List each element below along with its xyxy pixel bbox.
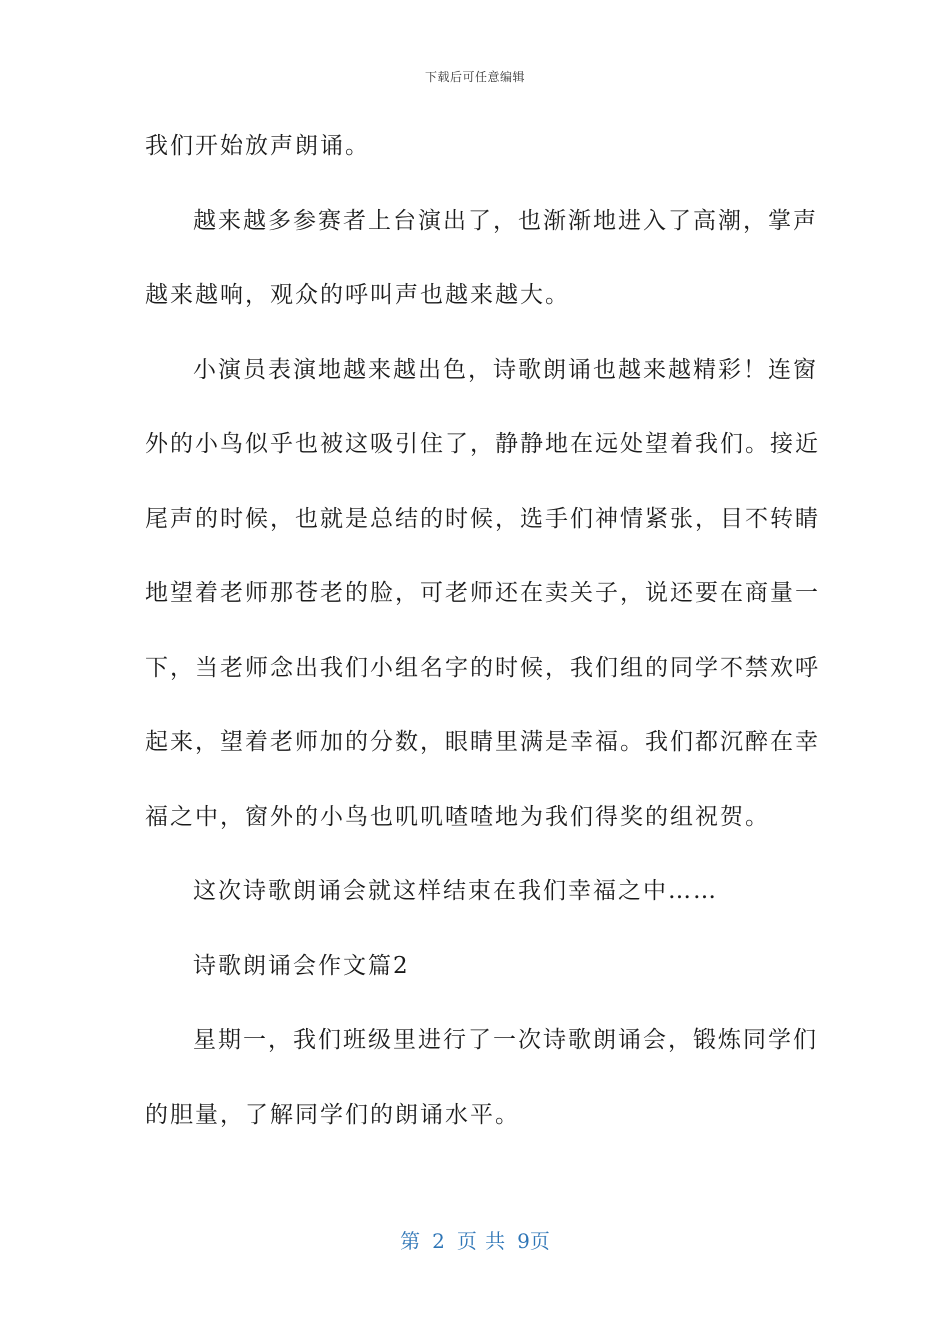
document-body <box>145 126 820 1169</box>
page-header: 下载后可任意编辑 <box>424 70 525 84</box>
paragraph-line: 越来越多参赛者上台演出了，也渐渐地进入了高潮，掌声 <box>193 207 818 234</box>
paragraph-line: 下，当老师念出我们小组名字的时候，我们组的同学不禁欢呼 <box>145 654 820 681</box>
paragraph-line: 起来，望着老师加的分数，眼睛里满是幸福。我们都沉醉在幸 <box>145 729 820 755</box>
footer-total-pages: 9页 <box>517 1229 550 1253</box>
footer-middle: 页 共 <box>456 1229 506 1253</box>
paragraph-line: 福之中，窗外的小鸟也叽叽喳喳地为我们得奖的组祝贺。 <box>145 803 770 830</box>
paragraph-line: 这次诗歌朗诵会就这样结束在我们幸福之中…… <box>193 878 718 904</box>
paragraph-line: 我们开始放声朗诵。 <box>145 133 370 159</box>
paragraph-line: 小演员表演地越来越出色，诗歌朗诵也越来越精彩！连窗 <box>193 356 818 383</box>
paragraph-line: 星期一，我们班级里进行了一次诗歌朗诵会，锻炼同学们 <box>193 1027 818 1053</box>
footer-prefix: 第 <box>400 1229 421 1253</box>
paragraph-line: 的胆量，了解同学们的朗诵水平。 <box>145 1101 520 1128</box>
footer-current-page: 2 <box>432 1229 445 1253</box>
paragraph-line: 地望着老师那苍老的脸，可老师还在卖关子，说还要在商量一 <box>145 580 820 606</box>
page-footer <box>0 1225 950 1254</box>
paragraph-line: 越来越响，观众的呼叫声也越来越大。 <box>145 282 570 308</box>
paragraph-line: 尾声的时候，也就是总结的时候，选手们神情紧张，目不转睛 <box>145 505 820 532</box>
section-heading: 诗歌朗诵会作文篇2 <box>193 952 410 979</box>
paragraph-line: 外的小鸟似乎也被这吸引住了，静静地在远处望着我们。接近 <box>145 431 820 457</box>
